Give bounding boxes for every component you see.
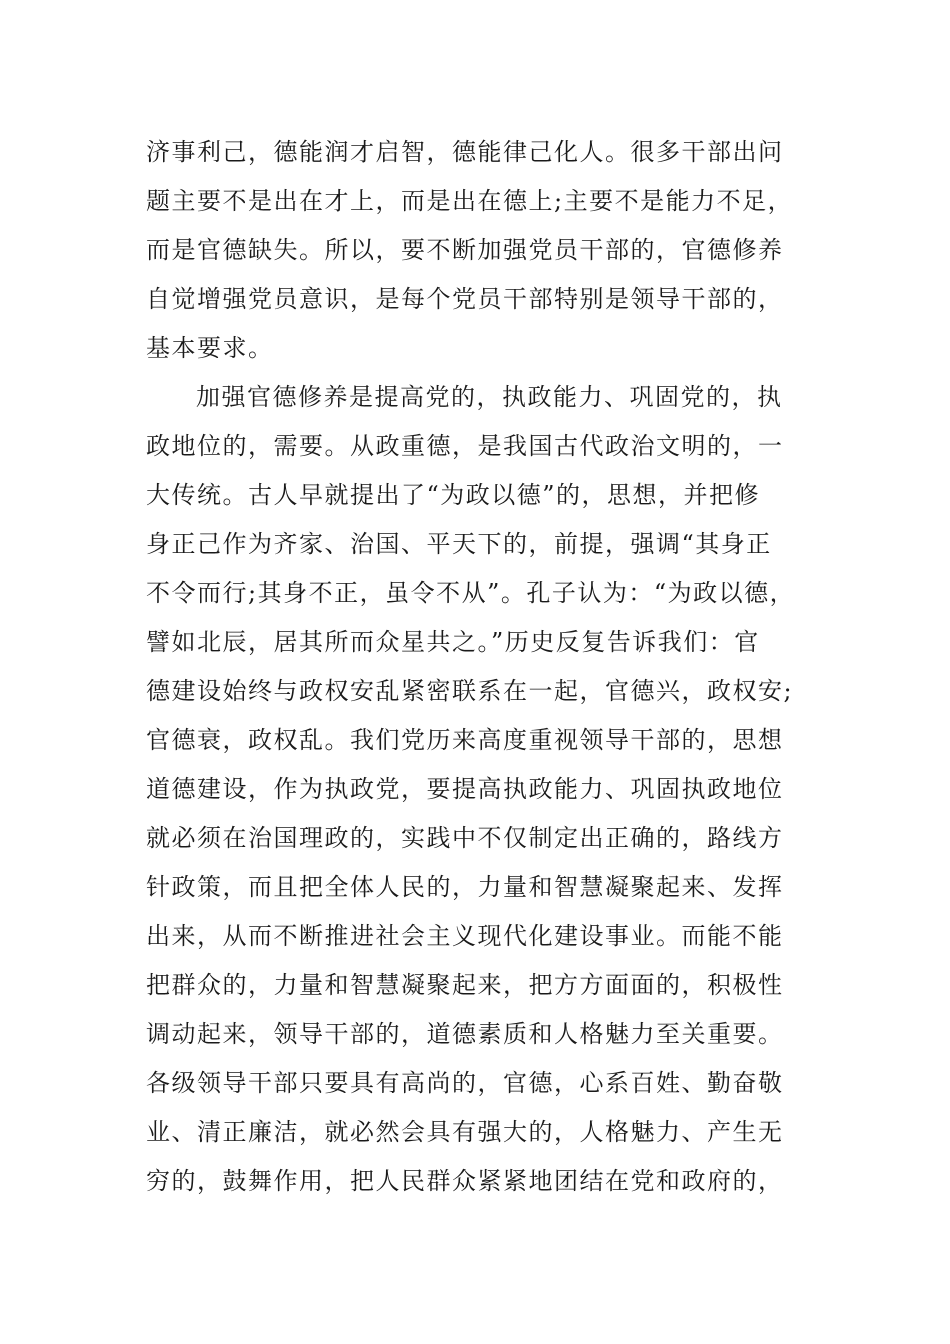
text-line: 把群众的，力量和智慧凝聚起来，把方方面面的，积极性: [146, 971, 784, 999]
text-line: 而是官德缺失。所以，要不断加强党员干部的，官德修养: [146, 236, 784, 264]
text-line: 自觉增强党员意识，是每个党员干部特别是领导干部的，: [146, 285, 784, 313]
text-line: 就必须在治国理政的，实践中不仅制定出正确的，路线方: [146, 824, 784, 852]
text-line: 基本要求。: [146, 334, 274, 362]
text-line: 德建设始终与政权安乱紧密联系在一起，官德兴，政权安;: [146, 677, 794, 705]
text-line: 济事利己，德能润才启智，德能律己化人。很多干部出问: [146, 138, 784, 166]
text-line: 譬如北辰，居其所而众星共之。”历史反复告诉我们：官: [146, 628, 760, 656]
text-line: 官德衰，政权乱。我们党历来高度重视领导干部的，思想: [146, 726, 784, 754]
text-line: 穷的，鼓舞作用，把人民群众紧紧地团结在党和政府的，: [146, 1167, 784, 1195]
text-line: 政地位的，需要。从政重德，是我国古代政治文明的，一: [146, 432, 784, 460]
text-line: 大传统。古人早就提出了“为政以德”的，思想，并把修: [146, 481, 761, 509]
text-line: 道德建设，作为执政党，要提高执政能力、巩固执政地位: [146, 775, 784, 803]
text-line: 业、清正廉洁，就必然会具有强大的，人格魅力、产生无: [146, 1118, 784, 1146]
text-line: 各级领导干部只要具有高尚的，官德，心系百姓、勤奋敬: [146, 1069, 784, 1097]
text-line: 不令而行;其身不正，虽令不从”。孔子认为：“为政以德，: [146, 579, 796, 607]
text-line: 调动起来，领导干部的，道德素质和人格魅力至关重要。: [146, 1020, 784, 1048]
paragraph-first-line: 加强官德修养是提高党的，执政能力、巩固党的，执: [196, 383, 783, 411]
text-line: 针政策，而且把全体人民的，力量和智慧凝聚起来、发挥: [146, 873, 784, 901]
text-line: 出来，从而不断推进社会主义现代化建设事业。而能不能: [146, 922, 784, 950]
body-text: [146, 128, 826, 1206]
text-line: 题主要不是出在才上，而是出在德上;主要不是能力不足，: [146, 187, 794, 215]
text-line: 身正己作为齐家、治国、平天下的，前提，强调“其身正: [146, 530, 772, 558]
